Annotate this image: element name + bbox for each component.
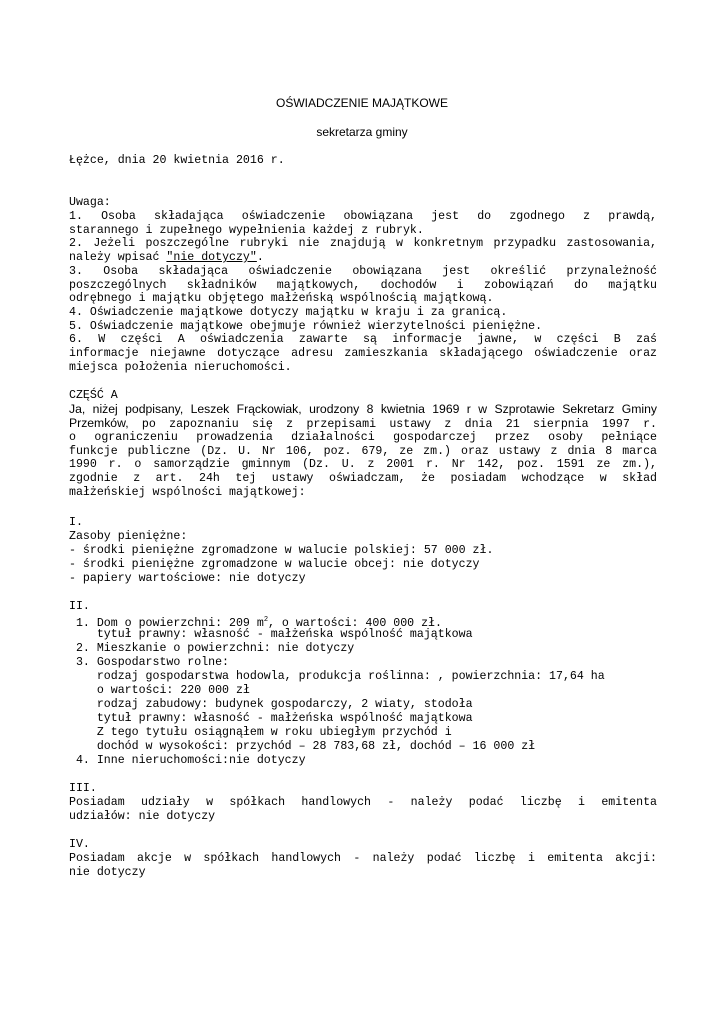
house-title: tytuł prawny: własność - małżeńska wspólność majątkowa — [69, 628, 473, 641]
house-value-text: , o wartości: 400 000 zł. — [268, 616, 442, 630]
declaration-line-4: funkcje publiczne (Dz. U. Nr 106, poz. 679, ze zm.) oraz ustawy z dnia 8 marca — [69, 445, 657, 458]
apartment-item: 2. Mieszkanie o powierzchni: nie dotyczy — [69, 642, 355, 655]
declaration-line-2 — [69, 417, 657, 432]
declaration-line-7: małżeńskiej wspólności majątkowej: — [69, 486, 306, 499]
section-1-numeral: I. — [69, 516, 83, 529]
note-2-line-1: 2. Jeżeli poszczególne rubryki nie znajdują w konkretnym przypadku zastosowania, — [69, 237, 657, 250]
farm-value: o wartości: 220 000 zł — [69, 684, 250, 697]
section-1-header: Zasoby pieniężne: — [69, 530, 188, 543]
note-4: 4. Oświadczenie majątkowe dotyczy majątku w kraju i za granicą. — [69, 306, 508, 319]
not-applicable-phrase: "nie dotyczy" — [166, 251, 257, 264]
place-date: Łężce, dnia 20 kwietnia 2016 r. — [69, 154, 285, 167]
farm-type: rodzaj gospodarstwa hodowla, produkcja roślinna: , powierzchnia: 17,64 ha — [69, 670, 605, 683]
cash-pln-item: - środki pieniężne zgromadzone w walucie polskiej: 57 000 zł. — [69, 544, 494, 557]
section-4-numeral: IV. — [69, 838, 90, 851]
note-1-line-2: starannego i zupełnego wypełnienia każdej z rubryk. — [69, 224, 424, 237]
note-2-text: należy wpisać — [69, 251, 167, 264]
cash-foreign-item: - środki pieniężne zgromadzone w walucie obcej: nie dotyczy — [69, 558, 480, 571]
note-6-line-2: informacje niejawne dotyczące adresu zamieszkania składającego oświadczenie oraz — [69, 347, 657, 360]
stocks-line-1: Posiadam akcje w spółkach handlowych - należy podać liczbę i emitenta akcji: — [69, 852, 657, 865]
document-title: OŚWIADCZENIE MAJĄTKOWE — [275, 96, 448, 110]
document-subtitle: sekretarza gminy — [316, 125, 408, 139]
section-2-numeral: II. — [69, 600, 90, 613]
farm-buildings: rodzaj zabudowy: budynek gospodarczy, 2 wiaty, stodoła — [69, 698, 473, 711]
square-superscript: 2 — [263, 616, 269, 624]
municipality-name: Przemków, — [69, 416, 129, 430]
declaration-line-1: Ja, niżej podpisany, Leszek Frąckowiak, urodzony 8 kwietnia 1969 r w Szprotawie Sekretarz Gminy — [69, 402, 657, 416]
declaration-line-3: o ograniczeniu prowadzenia działalności gospodarczej przez osoby pełniące — [69, 431, 657, 444]
note-2-period: . — [256, 251, 264, 264]
farm-income-line-2: dochód w wysokości: przychód – 28 783,68 zł, dochód – 16 000 zł — [69, 740, 536, 753]
note-1-line-1: 1. Osoba składająca oświadczenie obowiązana jest do zgodnego z prawdą, — [69, 210, 657, 223]
declaration-line-5: 1990 r. o samorządzie gminnym (Dz. U. z 2001 r. Nr 142, poz. 1591 ze zm.), — [69, 458, 657, 471]
shares-line-1: Posiadam udziały w spółkach handlowych - należy podać liczbę i emitenta — [69, 796, 657, 809]
part-a-header: CZĘŚĆ A — [69, 389, 118, 402]
farm-title: tytuł prawny: własność - małżeńska wspólność majątkowa — [69, 712, 473, 725]
note-3-line-1: 3. Osoba składająca oświadczenie obowiązana jest określić przynależność — [69, 265, 657, 278]
note-5: 5. Oświadczenie majątkowe obejmuje również wierzytelności pieniężne. — [69, 320, 543, 333]
other-property-item: 4. Inne nieruchomości:nie dotyczy — [69, 754, 306, 767]
note-6-line-1: 6. W części A oświadczenia zawarte są informacje jawne, w części B zaś — [69, 333, 657, 346]
house-area-text: 1. Dom o powierzchni: 209 m — [69, 616, 264, 630]
notes-header: Uwaga: — [69, 196, 111, 209]
farm-income-line-1: Z tego tytułu osiągnąłem w roku ubiegłym przychód i — [69, 726, 452, 739]
note-3-line-3: odrębnego i majątku objętego małżeńską wspólnością majątkową. — [69, 292, 494, 305]
section-3-numeral: III. — [69, 782, 97, 795]
shares-line-2: udziałów: nie dotyczy — [69, 810, 216, 823]
note-6-line-3: miejsca położenia nieruchomości. — [69, 361, 292, 374]
securities-item: - papiery wartościowe: nie dotyczy — [69, 572, 306, 585]
farm-item: 3. Gospodarstwo rolne: — [69, 656, 230, 669]
declaration-line-2-text: po zapoznaniu się z przepisami ustawy z dnia 21 sierpnia 1997 r. — [128, 418, 657, 431]
stocks-line-2: nie dotyczy — [69, 866, 146, 879]
note-3-line-2: poszczególnych składników majątkowych, dochodów i zobowiązań do majątku — [69, 279, 657, 292]
declaration-line-6: zgodnie z art. 24h tej ustawy oświadczam, że posiadam wchodzące w skład — [69, 472, 657, 485]
note-2-line-2 — [69, 251, 657, 265]
